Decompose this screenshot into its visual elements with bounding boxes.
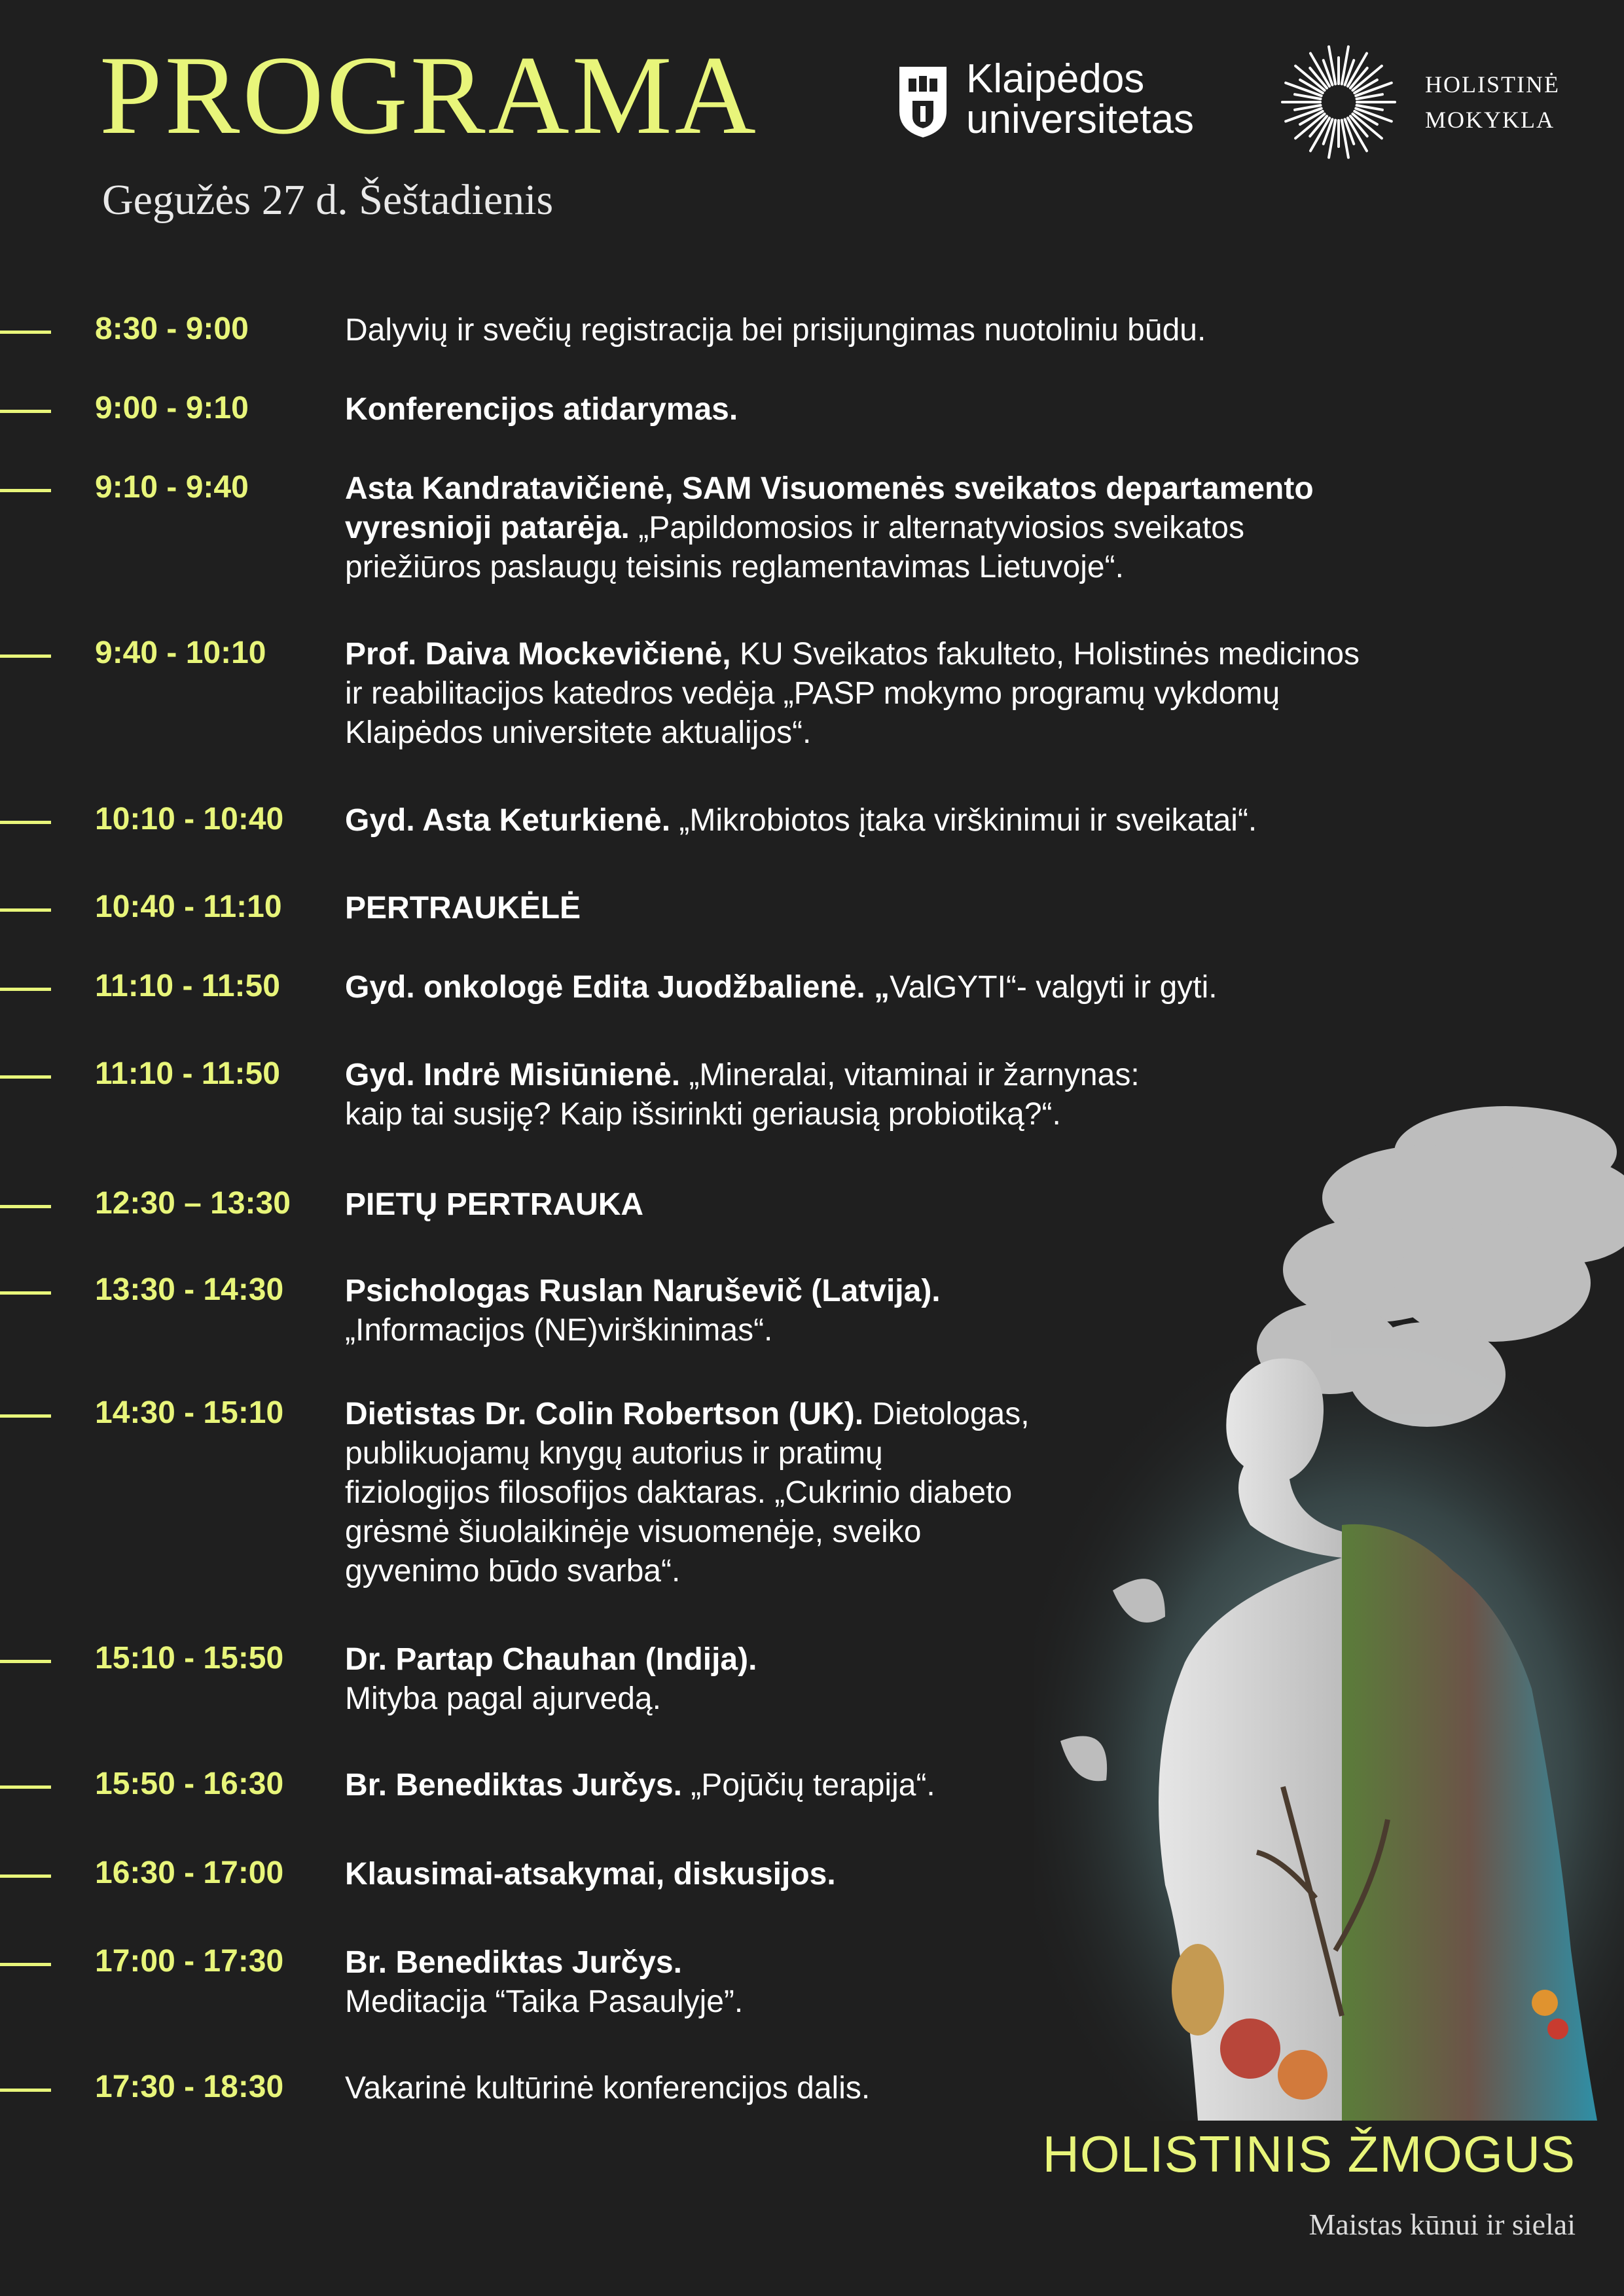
row-marker <box>0 1660 51 1663</box>
speaker-name: Konferencijos atidarymas. <box>345 392 738 427</box>
speaker-name: Br. Benediktas Jurčys. <box>345 1768 682 1803</box>
page-title: PROGRAMA <box>99 33 759 158</box>
schedule-description <box>345 801 1257 840</box>
talk-title: ValGYTI“- valgyti ir gyti. <box>890 970 1218 1005</box>
holistic-human-illustration <box>1034 1100 1624 2121</box>
speaker-role: vyresnioji patarėja. <box>345 511 630 545</box>
speaker-name: Psichologas Ruslan Naruševič (Latvija). <box>345 1274 941 1308</box>
row-marker <box>0 1874 51 1878</box>
schedule-description <box>345 1855 836 1894</box>
description-line: gyvenimo būdo svarba“. <box>345 1554 681 1588</box>
description-line: Klaipėdos universitete aktualijos“. <box>345 715 812 750</box>
schedule-time: 9:10 - 9:40 <box>95 470 249 505</box>
row-marker <box>0 1785 51 1789</box>
description-line: publikuojamų knygų autorius ir pratimų <box>345 1436 883 1471</box>
speaker-name: Br. Benediktas Jurčys. <box>345 1945 682 1980</box>
description-line: Dalyvių ir svečių registracija bei prisijungimas nuotoliniu būdu. <box>345 313 1206 348</box>
schedule-time: 9:00 - 9:10 <box>95 391 249 425</box>
speaker-name: Dr. Partap Chauhan (Indija). <box>345 1642 757 1677</box>
description-line: grėsmė šiuolaikinėje visuomenėje, sveiko <box>345 1515 922 1549</box>
schedule-time: 10:10 - 10:40 <box>95 802 284 836</box>
row-marker <box>0 410 51 413</box>
talk-title: „Informacijos (NE)virškinimas“. <box>345 1313 773 1348</box>
schedule-description <box>345 1395 1030 1591</box>
row-marker <box>0 1414 51 1418</box>
schedule-time: 8:30 - 9:00 <box>95 312 249 346</box>
row-marker <box>0 1963 51 1966</box>
schedule-description <box>345 469 1314 587</box>
row-marker <box>0 331 51 334</box>
speaker-name: Prof. Daiva Mockevičienė, <box>345 637 731 672</box>
row-marker <box>0 988 51 991</box>
description-line: kaip tai susiję? Kaip išsirinkti geriausią probiotiką?“. <box>345 1097 1061 1132</box>
schedule-description <box>345 1056 1140 1134</box>
schedule-time: 17:00 - 17:30 <box>95 1944 284 1979</box>
schedule-description <box>345 968 1218 1007</box>
row-marker <box>0 1205 51 1208</box>
schedule-description <box>345 1640 757 1719</box>
schedule-time: 11:10 - 11:50 <box>95 1056 280 1091</box>
row-marker <box>0 1075 51 1079</box>
schedule-time: 17:30 - 18:30 <box>95 2070 284 2104</box>
schedule-time: 15:50 - 16:30 <box>95 1767 284 1801</box>
schedule-time: 15:10 - 15:50 <box>95 1641 284 1676</box>
talk-title: Mityba pagal ajurvedą. <box>345 1681 661 1716</box>
row-marker <box>0 821 51 824</box>
talk-title: „Papildomosios ir alternatyviosios sveikatos <box>638 511 1244 545</box>
speaker-name: Gyd. onkologė Edita Juodžbalienė. „ <box>345 970 890 1005</box>
speaker-name: Asta Kandratavičienė, SAM Visuomenės sveikatos departamento <box>345 471 1314 506</box>
break-label: PIETŲ PERTRAUKA <box>345 1187 644 1222</box>
row-marker <box>0 489 51 492</box>
hm-logo-line2: MOKYKLA <box>1425 107 1555 133</box>
description-line: ir reabilitacijos katedros vedėja „PASP mokymo programų vykdomų <box>345 676 1280 711</box>
break-label: PERTRAUKĖLĖ <box>345 891 581 925</box>
footer-subtitle: Maistas kūnui ir sielai <box>1308 2208 1576 2241</box>
schedule-description <box>345 1766 935 1805</box>
schedule-time: 13:30 - 14:30 <box>95 1272 284 1307</box>
speaker-name: Gyd. Indrė Misiūnienė. <box>345 1058 681 1092</box>
description-line: fiziologijos filosofijos daktaras. „Cukrinio diabeto <box>345 1475 1013 1510</box>
schedule-time: 11:10 - 11:50 <box>95 969 280 1003</box>
schedule-time: 10:40 - 11:10 <box>95 889 282 924</box>
speaker-name: Dietistas Dr. Colin Robertson (UK). <box>345 1397 864 1431</box>
row-marker <box>0 2089 51 2092</box>
ku-logo-line2: universitetas <box>966 97 1195 142</box>
schedule-time: 14:30 - 15:10 <box>95 1395 284 1430</box>
row-marker <box>0 655 51 658</box>
schedule-time: 12:30 – 13:30 <box>95 1186 291 1221</box>
schedule-description <box>345 1185 643 1225</box>
schedule-description <box>345 1943 743 2022</box>
schedule-description <box>345 889 581 928</box>
talk-title: Meditacija “Taika Pasaulyje”. <box>345 1984 744 2019</box>
session-label: Klausimai-atsakymai, diskusijos. <box>345 1857 836 1892</box>
schedule-description <box>345 1272 941 1350</box>
schedule-description <box>345 635 1360 753</box>
row-marker <box>0 908 51 912</box>
description-line: KU Sveikatos fakulteto, Holistinės medicinos <box>739 637 1360 672</box>
schedule-time: 16:30 - 17:00 <box>95 1856 284 1890</box>
row-marker <box>0 1291 51 1295</box>
description-line: priežiūros paslaugų teisinis reglamentavimas Lietuvoje“. <box>345 550 1124 584</box>
schedule-time: 9:40 - 10:10 <box>95 636 266 670</box>
hm-logo-line1: HOLISTINĖ <box>1425 71 1560 98</box>
schedule-description <box>345 2069 870 2108</box>
talk-title: „Mikrobiotos įtaka virškinimui ir sveikatai“. <box>679 803 1257 838</box>
footer-title: HOLISTINIS ŽMOGUS <box>1042 2125 1576 2183</box>
schedule-description <box>345 311 1206 350</box>
speaker-name: Gyd. Asta Keturkienė. <box>345 803 671 838</box>
ku-logo-line1: Klaipėdos <box>966 56 1145 101</box>
description-line: Vakarinė kultūrinė konferencijos dalis. <box>345 2071 871 2106</box>
talk-title: „Pojūčių terapija“. <box>691 1768 935 1803</box>
schedule-description <box>345 390 738 429</box>
event-date: Gegužės 27 d. Šeštadienis <box>102 176 554 224</box>
talk-title: „Mineralai, vitaminai ir žarnynas: <box>689 1058 1140 1092</box>
description-line: Dietologas, <box>872 1397 1030 1431</box>
